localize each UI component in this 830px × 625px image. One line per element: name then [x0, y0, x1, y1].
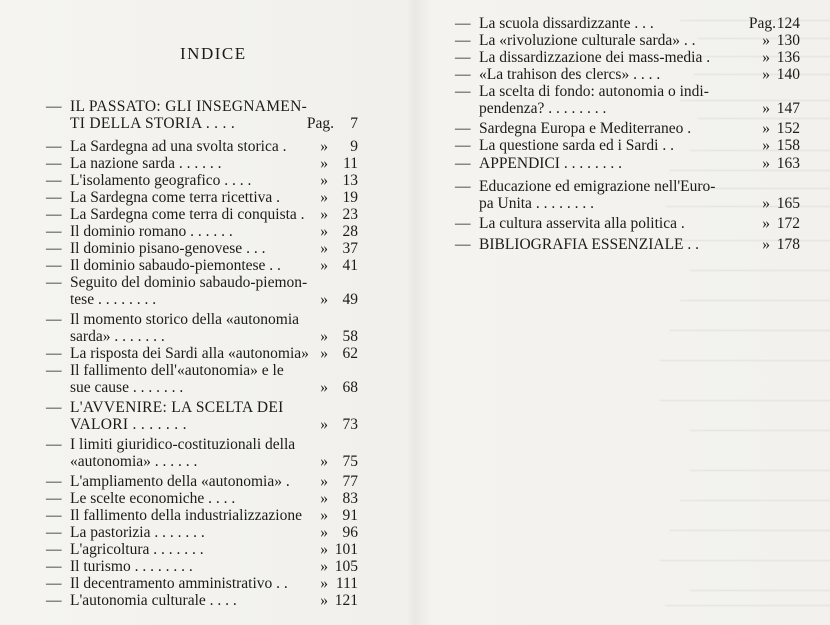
entry-title-line: L'AVVENIRE: LA SCELTA DEI	[70, 399, 284, 416]
toc-entry[interactable]	[455, 155, 800, 172]
toc-entry[interactable]	[455, 215, 800, 232]
toc-entry[interactable]	[455, 66, 800, 83]
entry-page-number: 163	[776, 155, 800, 172]
entry-dash: —	[46, 541, 62, 558]
entry-dash: —	[46, 155, 62, 172]
entry-title-line: sue cause . . . . . . .	[70, 379, 184, 396]
entry-page-number: 23	[342, 206, 358, 223]
entry-dash: —	[46, 240, 62, 257]
entry-title-line: L'isolamento geografico . . . .	[70, 172, 252, 189]
entry-title-line: La scelta di fondo: autonomia o indi-	[479, 83, 709, 100]
entry-title-line: La pastorizia . . . . . . .	[70, 524, 205, 541]
entry-dash: —	[46, 257, 62, 274]
entry-dash: —	[46, 311, 62, 328]
entry-page-number: 83	[342, 490, 358, 507]
entry-dash: —	[46, 473, 62, 490]
entry-title-line: L'agricoltura . . . . . . .	[70, 541, 204, 558]
ditto-mark: »	[320, 507, 328, 524]
ditto-mark: »	[320, 172, 328, 189]
toc-entry[interactable]	[455, 178, 800, 212]
entry-title-line: Il dominio romano . . . . . .	[70, 223, 233, 240]
page-title: INDICE	[180, 44, 247, 63]
toc-entry[interactable]	[46, 524, 358, 541]
entry-title-line: Il decentramento amministrativo . .	[70, 575, 288, 592]
entry-dash: —	[46, 206, 62, 223]
entry-dash: —	[46, 172, 62, 189]
entry-page-number: 96	[342, 524, 358, 541]
entry-title-line: Le scelte economiche . . . .	[70, 490, 236, 507]
toc-entry[interactable]	[46, 311, 358, 345]
entry-page-number: 152	[776, 120, 800, 137]
entry-title-line: Il fallimento dell'«autonomia» e le	[70, 362, 284, 379]
entry-title-line: Educazione ed emigrazione nell'Euro-	[479, 178, 716, 195]
toc-entry[interactable]	[46, 240, 358, 257]
entry-title-line: VALORI . . . . . . .	[70, 416, 187, 433]
entry-dash: —	[46, 138, 62, 155]
entry-title-line: «autonomia» . . . . . .	[70, 453, 198, 470]
toc-entry[interactable]	[46, 98, 358, 132]
bleed-through-stroke	[660, 560, 830, 561]
ditto-mark: »	[320, 155, 328, 172]
toc-entry[interactable]	[46, 189, 358, 206]
entry-page-number: 77	[342, 473, 358, 490]
toc-entry[interactable]	[46, 507, 358, 524]
entry-page-number: 28	[342, 223, 358, 240]
entry-title-line: pendenza? . . . . . . . .	[479, 100, 607, 117]
toc-entry[interactable]	[455, 49, 800, 66]
ditto-mark: »	[320, 575, 328, 592]
toc-entry[interactable]	[46, 274, 358, 308]
entry-title-line: tese . . . . . . . .	[70, 291, 157, 308]
entry-page-number: 41	[342, 257, 358, 274]
page-abbrev-label: Pag.	[306, 115, 334, 132]
entry-title-line: pa Unita . . . . . . . .	[479, 195, 594, 212]
ditto-mark: »	[762, 49, 770, 66]
ditto-mark: »	[320, 206, 328, 223]
entry-dash: —	[46, 345, 62, 362]
entry-page-number: 11	[343, 155, 358, 172]
ditto-mark: »	[320, 223, 328, 240]
entry-dash: —	[46, 399, 62, 416]
entry-dash: —	[46, 524, 62, 541]
entry-page-number: 178	[776, 236, 800, 253]
entry-page-number: 91	[342, 507, 358, 524]
toc-entry[interactable]	[46, 436, 358, 470]
toc-entry[interactable]	[46, 473, 358, 490]
entry-page-number: 140	[776, 66, 800, 83]
ditto-mark: »	[762, 195, 770, 212]
entry-title-line: Il dominio pisano-genovese . . .	[70, 240, 266, 257]
ditto-mark: »	[762, 236, 770, 253]
entry-page-number: 19	[342, 189, 358, 206]
entry-title-line: La nazione sarda . . . . . .	[70, 155, 222, 172]
entry-page-number: 158	[776, 137, 800, 154]
entry-page-number: 111	[335, 575, 358, 592]
entry-title-line: I limiti giuridico-costituzionali della	[70, 436, 296, 453]
entry-page-number: 13	[342, 172, 358, 189]
ditto-mark: »	[762, 215, 770, 232]
ditto-mark: »	[320, 189, 328, 206]
toc-entry[interactable]	[46, 362, 358, 396]
bleed-through-stroke	[690, 470, 830, 471]
ditto-mark: »	[762, 120, 770, 137]
ditto-mark: »	[320, 558, 328, 575]
toc-entry[interactable]	[455, 137, 800, 154]
entry-page-number: 62	[342, 345, 358, 362]
ditto-mark: »	[320, 291, 328, 308]
toc-entry[interactable]	[46, 592, 358, 609]
entry-title-line: sarda» . . . . . . .	[70, 328, 165, 345]
entry-page-number: 73	[342, 416, 358, 433]
entry-title-line: La questione sarda ed i Sardi . .	[479, 137, 674, 154]
entry-dash: —	[46, 436, 62, 453]
toc-entry[interactable]	[46, 345, 358, 362]
ditto-mark: »	[762, 32, 770, 49]
entry-title-line: Sardegna Europa e Mediterraneo .	[479, 120, 692, 137]
entry-dash: —	[455, 66, 471, 83]
entry-dash: —	[46, 223, 62, 240]
bleed-through-stroke	[680, 500, 830, 501]
ditto-mark: »	[320, 379, 328, 396]
entry-page-number: 121	[334, 592, 358, 609]
toc-entry[interactable]	[455, 15, 800, 32]
entry-dash: —	[46, 274, 62, 291]
entry-title-line: La Sardegna ad una svolta storica .	[70, 138, 287, 155]
entry-title-line: La risposta dei Sardi alla «autonomia»	[70, 345, 309, 362]
entry-dash: —	[455, 32, 471, 49]
ditto-mark: »	[320, 524, 328, 541]
entry-dash: —	[46, 98, 62, 115]
bleed-through-stroke	[680, 300, 830, 301]
entry-title-line: L'autonomia culturale . . . .	[70, 592, 237, 609]
ditto-mark: »	[320, 473, 328, 490]
entry-page-number: 75	[342, 453, 358, 470]
toc-entry[interactable]	[46, 138, 358, 155]
entry-page-number: 101	[334, 541, 358, 558]
entry-title-line: La «rivoluzione culturale sarda» . .	[479, 32, 696, 49]
toc-entry[interactable]	[46, 541, 358, 558]
bleed-through-stroke	[670, 530, 830, 531]
entry-page-number: 124	[776, 15, 800, 32]
entry-dash: —	[455, 120, 471, 137]
entry-dash: —	[46, 575, 62, 592]
entry-title-line: IL PASSATO: GLI INSEGNAMEN-	[70, 98, 308, 115]
entry-page-number: 172	[776, 215, 800, 232]
toc-entry[interactable]	[46, 575, 358, 592]
toc-entry[interactable]	[46, 399, 358, 433]
entry-page-number: 9	[350, 138, 358, 155]
entry-title-line: La Sardegna come terra di conquista .	[70, 206, 305, 223]
entry-title-line: Il fallimento della industrializzazione	[70, 507, 302, 524]
toc-entry[interactable]	[455, 120, 800, 137]
toc-entry[interactable]	[46, 558, 358, 575]
entry-title-line: APPENDICI . . . . . . . .	[479, 155, 622, 172]
entry-page-number: 7	[350, 115, 358, 132]
entry-title-line: «La trahison des clercs» . . . .	[479, 66, 661, 83]
entry-title-line: Il dominio sabaudo-piemontese . .	[70, 257, 281, 274]
entry-title-line: Il momento storico della «autonomia	[70, 311, 300, 328]
ditto-mark: »	[320, 490, 328, 507]
entry-title-line: L'ampliamento della «autonomia» .	[70, 473, 290, 490]
toc-entry[interactable]	[46, 172, 358, 189]
entry-title-line: La Sardegna come terra ricettiva .	[70, 189, 280, 206]
bleed-through-stroke	[690, 270, 830, 271]
entry-dash: —	[455, 155, 471, 172]
ditto-mark: »	[762, 100, 770, 117]
toc-entry[interactable]	[46, 257, 358, 274]
ditto-mark: »	[320, 541, 328, 558]
ditto-mark: »	[320, 345, 328, 362]
toc-entry[interactable]	[455, 83, 800, 117]
entry-dash: —	[455, 215, 471, 232]
ditto-mark: »	[320, 453, 328, 470]
ditto-mark: »	[320, 138, 328, 155]
bleed-through-stroke	[690, 590, 830, 591]
entry-page-number: 58	[342, 328, 358, 345]
entry-page-number: 105	[334, 558, 358, 575]
toc-entry[interactable]	[455, 236, 800, 253]
ditto-mark: »	[762, 137, 770, 154]
toc-entry[interactable]	[46, 490, 358, 507]
entry-dash: —	[46, 558, 62, 575]
entry-dash: —	[46, 507, 62, 524]
bleed-through-stroke	[670, 330, 830, 331]
toc-entry[interactable]	[455, 32, 800, 49]
entry-title-line: Seguito del dominio sabaudo-piemon-	[70, 274, 308, 291]
entry-title-line: La cultura asservita alla politica .	[479, 215, 685, 232]
entry-title-line: La scuola dissardizzante . . .	[479, 15, 654, 32]
bleed-through-stroke	[690, 430, 830, 431]
entry-title-line: BIBLIOGRAFIA ESSENZIALE . .	[479, 236, 700, 253]
toc-entry[interactable]	[46, 223, 358, 240]
entry-title-line: Il turismo . . . . . . . .	[70, 558, 193, 575]
entry-dash: —	[455, 178, 471, 195]
ditto-mark: »	[320, 328, 328, 345]
entry-dash: —	[455, 15, 471, 32]
entry-page-number: 165	[776, 195, 800, 212]
entry-dash: —	[455, 137, 471, 154]
entry-dash: —	[455, 83, 471, 100]
bleed-through-stroke	[660, 360, 830, 361]
page-abbrev-label: Pag.	[748, 15, 776, 32]
entry-title-line: La dissardizzazione dei mass-media .	[479, 49, 711, 66]
toc-entry[interactable]	[46, 206, 358, 223]
entry-page-number: 68	[342, 379, 358, 396]
entry-dash: —	[46, 490, 62, 507]
entry-dash: —	[46, 592, 62, 609]
ditto-mark: »	[762, 66, 770, 83]
ditto-mark: »	[320, 240, 328, 257]
entry-dash: —	[46, 189, 62, 206]
entry-dash: —	[455, 49, 471, 66]
entry-page-number: 136	[776, 49, 800, 66]
entry-page-number: 147	[776, 100, 800, 117]
ditto-mark: »	[320, 257, 328, 274]
entry-page-number: 37	[342, 240, 358, 257]
bleed-through-stroke	[665, 605, 830, 606]
ditto-mark: »	[320, 416, 328, 433]
ditto-mark: »	[320, 592, 328, 609]
entry-page-number: 49	[342, 291, 358, 308]
entry-dash: —	[46, 362, 62, 379]
bleed-through-stroke	[660, 400, 830, 401]
entry-title-line: TI DELLA STORIA . . . .	[70, 115, 236, 132]
ditto-mark: »	[762, 155, 770, 172]
toc-entry[interactable]	[46, 155, 358, 172]
entry-page-number: 130	[776, 32, 800, 49]
bleed-through-stroke	[698, 118, 830, 119]
entry-dash: —	[455, 236, 471, 253]
